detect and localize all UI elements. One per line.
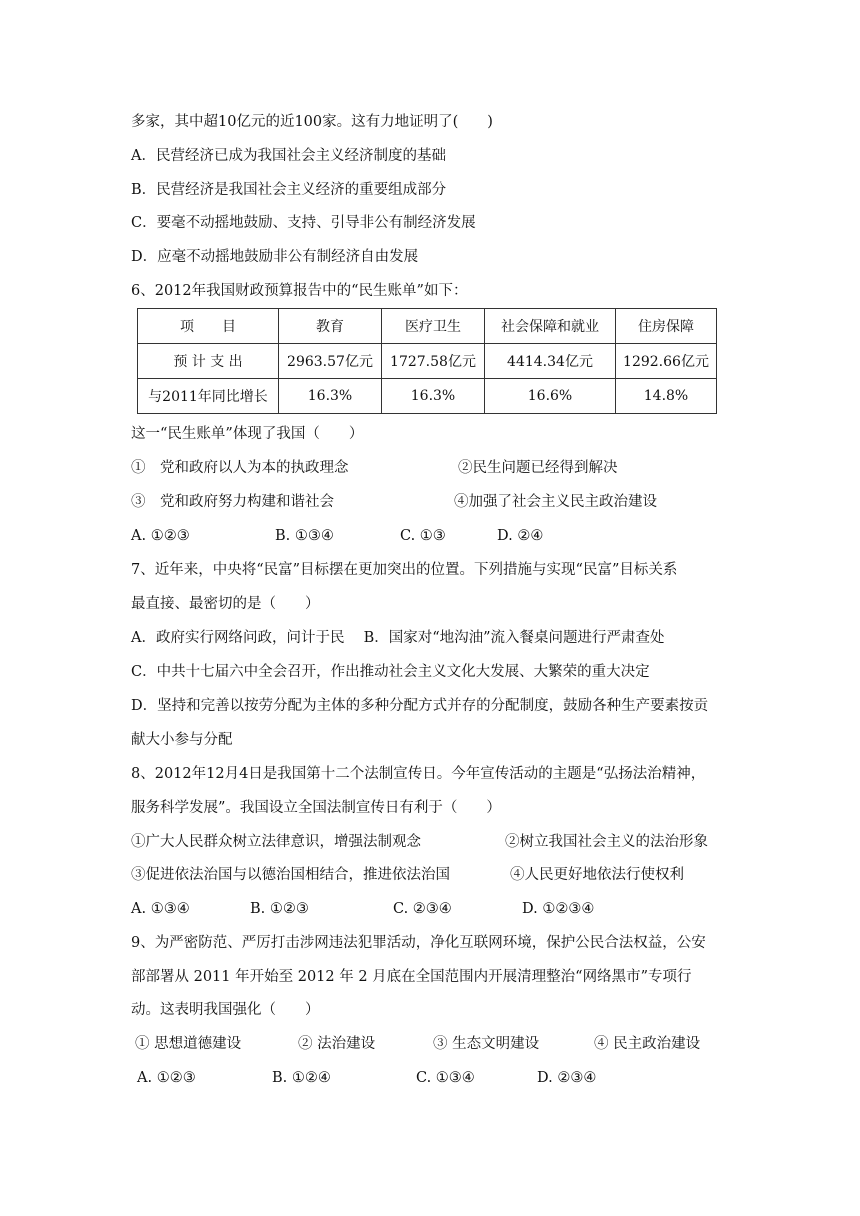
q9-stem-line-1: 9、为严密防范、严厉打击涉网违法犯罪活动，净化互联网环境，保护公民合法权益，公安 [131,935,706,951]
q5-option-d: D．应毫不动摇地鼓励非公有制经济自由发展 [131,249,419,265]
q6-statement-4: ④加强了社会主义民主政治建设 [454,494,657,510]
table-cell: 医疗卫生 [382,309,485,344]
table-cell: 16.3% [382,379,485,414]
q9-statement-3: ③ 生态文明建设 [433,1036,540,1052]
q9-option-c: C. ①③④ [416,1070,475,1086]
q9-statement-1: ① 思想道德建设 [135,1036,242,1052]
q5-option-c: C．要毫不动摇地鼓励、支持、引导非公有制经济发展 [131,215,476,231]
q8-option-c: C. ②③④ [393,901,452,917]
table-row [138,344,717,379]
table-cell: 2963.57亿元 [279,344,382,379]
q8-stem-line-1: 8、2012年12月4日是我国第十二个法制宣传日。今年宣传活动的主题是“弘扬法治精神， [131,766,706,782]
q5-option-b: B．民营经济是我国社会主义经济的重要组成部分 [131,182,447,198]
table-cell: 社会保障和就业 [485,309,616,344]
q8-option-a: A. ①③④ [131,901,190,917]
table-cell: 预 计 支 出 [138,344,279,379]
budget-table [137,308,717,414]
table-cell: 项 目 [138,309,279,344]
q9-stem-line-2: 部部署从 2011 年开始至 2012 年 2 月底在全国范围内开展清理整治“网络黑市”专项行 [131,969,692,985]
table-row [138,309,717,344]
q6-option-b: B. ①③④ [275,528,334,544]
table-cell: 16.6% [485,379,616,414]
q8-option-b: B. ①②③ [250,901,309,917]
table-cell: 住房保障 [616,309,717,344]
table-cell: 4414.34亿元 [485,344,616,379]
q8-statement-4: ④人民更好地依法行使权利 [510,867,684,883]
q7-option-ab: A．政府实行网络问政，问计于民 B．国家对“地沟油”流入餐桌问题进行严肃查处 [131,630,665,646]
q8-statement-3: ③促进依法治国与以德治国相结合，推进依法治国 [131,867,450,883]
q6-option-c: C. ①③ [400,528,446,544]
q5-option-a: A．民营经济已成为我国社会主义经济制度的基础 [131,148,446,164]
q9-option-d: D. ②③④ [537,1070,597,1086]
q6-title: 6、2012年我国财政预算报告中的“民生账单”如下： [131,283,468,299]
q7-stem-line-1: 7、近年来，中央将“民富”目标摆在更加突出的位置。下列措施与实现“民富”目标关系 [131,562,678,578]
q9-option-b: B. ①②④ [272,1070,331,1086]
q8-statement-2: ②树立我国社会主义的法治形象 [505,834,708,850]
q5-stem-line: 多家，其中超10亿元的近100家。这有力地证明了( ) [131,114,493,130]
q6-statement-3: ③ 党和政府努力构建和谐社会 [131,494,334,510]
q6-statement-1: ① 党和政府以人为本的执政理念 [131,460,349,476]
q8-stem-line-2: 服务科学发展”。我国设立全国法制宣传日有利于（ ） [131,800,501,816]
q8-option-d: D. ①②③④ [522,901,595,917]
table-cell: 14.8% [616,379,717,414]
q7-option-c: C．中共十七届六中全会召开，作出推动社会主义文化大发展、大繁荣的重大决定 [131,664,650,680]
q8-statement-1: ①广大人民群众树立法律意识，增强法制观念 [131,834,421,850]
q7-option-d-line-2: 献大小参与分配 [131,732,233,748]
q9-stem-line-3: 动。这表明我国强化（ ） [131,1002,320,1018]
table-cell: 与2011年同比增长 [138,379,279,414]
q6-option-a: A. ①②③ [131,528,190,544]
q9-statement-4: ④ 民主政治建设 [594,1036,701,1052]
q9-option-a: A. ①②③ [137,1070,196,1086]
q6-option-d: D. ②④ [497,528,544,544]
q7-stem-line-2: 最直接、最密切的是（ ） [131,596,320,612]
q9-statement-2: ② 法治建设 [298,1036,376,1052]
table-cell: 16.3% [279,379,382,414]
table-cell: 1292.66亿元 [616,344,717,379]
table-cell: 1727.58亿元 [382,344,485,379]
table-cell: 教育 [279,309,382,344]
table-row [138,379,717,414]
q6-statement-2: ②民生问题已经得到解决 [458,460,618,476]
q7-option-d-line-1: D．坚持和完善以按劳分配为主体的多种分配方式并存的分配制度，鼓励各种生产要素按贡 [131,698,709,714]
q6-stem: 这一“民生账单”体现了我国（ ） [131,426,364,442]
